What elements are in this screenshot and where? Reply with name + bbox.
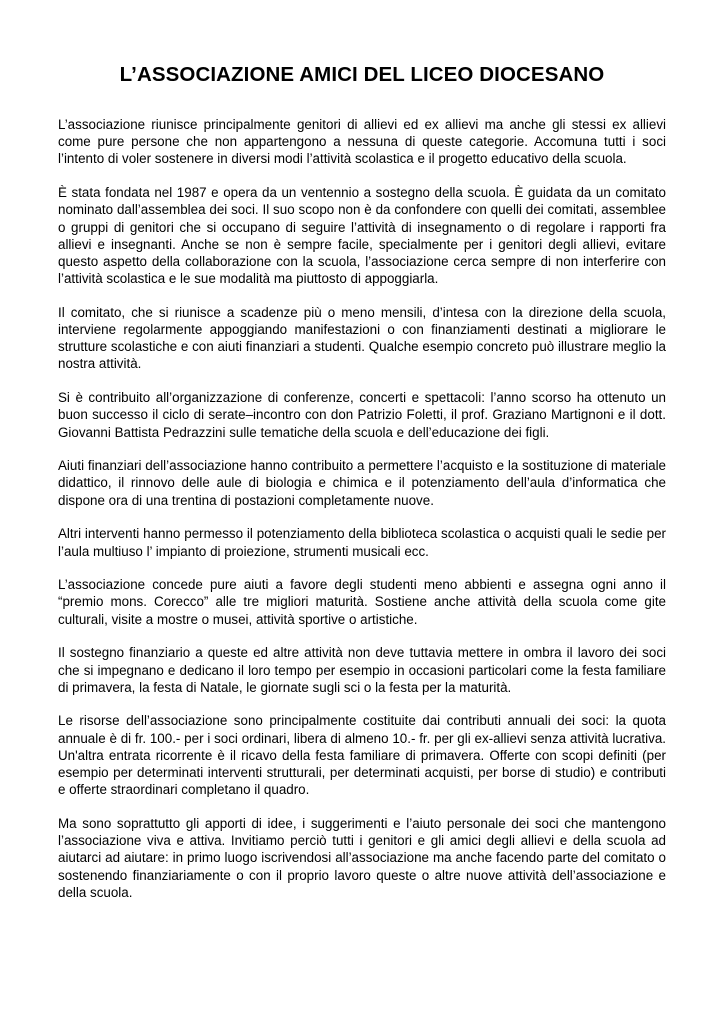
paragraph-conferences: Si è contribuito all’organizzazione di conferenze, concerti e spettacoli: l’anno scorso ha ottenuto un buon successo il ciclo di serate–incontro con don Patrizio Foletti, il prof. Graziano Martignoni e il dott. Giovanni Battista Pedrazzini sulle tematiche della scuola e dell’educazione dei figli. [58, 390, 666, 440]
paragraph-other-interventions: Altri interventi hanno permesso il potenziamento della biblioteca scolastica o acquisti quali le sedie per l’aula multiuso l’ impianto di proiezione, strumenti musicali ecc. [58, 526, 666, 559]
paragraph-financial-aid: Aiuti finanziari dell’associazione hanno contribuito a permettere l’acquisto e la sostituzione di materiale didattico, il rinnovo delle aule di biologia e chimica e il potenziamento dell’aula d’informatica che dispone ora di una trentina di postazioni completamente nuove. [58, 458, 666, 508]
paragraph-committee: Il comitato, che si riunisce a scadenze più o meno mensili, d’intesa con la direzione della scuola, interviene regolarmente appoggiando manifestazioni o con finanziamenti destinati a migliorare le strutture scolastiche e con aiuti finanziari a studenti. Qualche esempio concreto può illustrare meglio la nostra attività. [58, 304, 666, 372]
paragraph-invitation: Ma sono soprattutto gli apporti di idee, i suggerimenti e l’aiuto personale dei soci che mantengono l’associazione viva e attiva. Invitiamo perciò tutti i genitori e gli amici degli allievi e della scuola ad aiutarci ad aiutare: in primo luogo iscrivendosi all’associazione ma anche facendo parte del comitato o sostenendo finanziariamente o con il proprio lavoro queste o altre nuove attività dell’associazione e della scuola. [58, 816, 666, 900]
document-page [58, 62, 666, 918]
paragraph-resources: Le risorse dell’associazione sono principalmente costituite dai contributi annuali dei soci: la quota annuale è di fr. 100.- per i soci ordinari, libera di almeno 10.- fr. per gli ex-allievi senza attività lucrativa. Un'altra entrata ricorrente è il ricavo della festa familiare di primavera. Offerte con scopi definiti (per esempio per determinati interventi strutturali, per determinati acquisti, per borse di studio) e contributi e offerte straordinari completano il quadro. [58, 713, 666, 798]
paragraph-membership: L’associazione riunisce principalmente genitori di allievi ed ex allievi ma anche gli stessi ex allievi come pure persone che non appartengono a nessuna di queste categorie. Accomuna tutti i soci l’intento di voler sostenere in diversi modi l’attività scolastica e il progetto educativo della scuola. [58, 117, 666, 167]
paragraph-founding: È stata fondata nel 1987 e opera da un ventennio a sostegno della scuola. È guidata da un comitato nominato dall’assemblea dei soci. Il suo scopo non è da confondere con quelli dei comitati, assemblee o gruppi di genitori che si occupano di seguire l’attività di insegnamento o di regolare i rapporti fra allievi e insegnanti. Anche se non è sempre facile, specialmente per i genitori degli allievi, evitare questo aspetto della collaborazione con la scuola, l’associazione cerca sempre di non interferire con l’attività scolastica e le sue modalità ma piuttosto di appoggiarla. [58, 185, 666, 287]
document-title: L’ASSOCIAZIONE AMICI DEL LICEO DIOCESANO [119, 63, 605, 86]
paragraph-volunteer-work: Il sostegno finanziario a queste ed altre attività non deve tuttavia mettere in ombra il lavoro dei soci che si impegnano e dedicano il loro tempo per esempio in occasioni particolari come la festa familiare di primavera, la festa di Natale, le giornate sugli sci o la festa per la maturità. [58, 645, 666, 695]
paragraph-student-aid: L’associazione concede pure aiuti a favore degli studenti meno abbienti e assegna ogni anno il “premio mons. Corecco” alle tre migliori maturità. Sostiene anche attività della scuola come gite culturali, visite a mostre o musei, attività sportive o artistiche. [58, 577, 666, 627]
